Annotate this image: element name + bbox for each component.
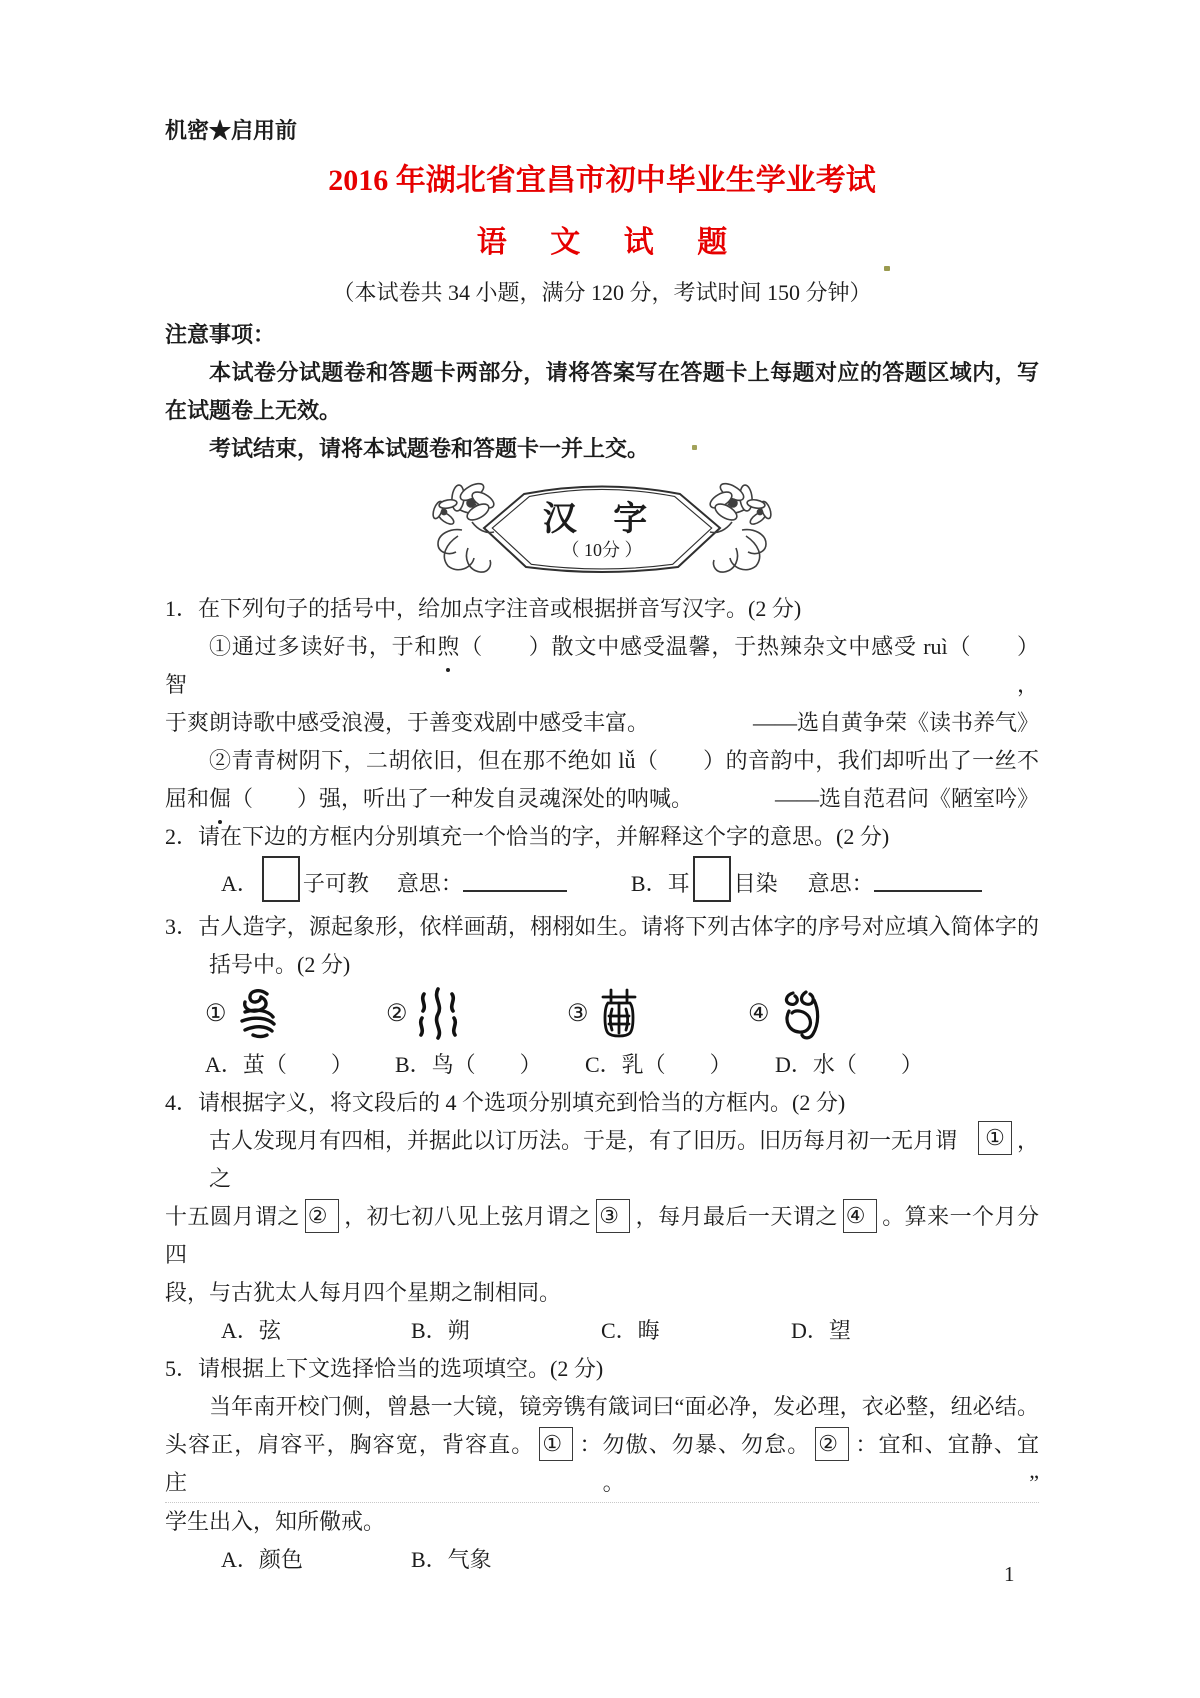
banner-score: （ 10分 ） (561, 540, 643, 560)
q4-fill-box-4[interactable]: ④ (843, 1199, 877, 1233)
q3-option-d: D．水（ ） (775, 1052, 923, 1077)
notice-line-2: 在试题卷上无效。 (165, 398, 342, 423)
seal-script-water-glyph (414, 986, 462, 1040)
q4-stem: 4．请根据字义，将文段后的 4 个选项分别填充到恰当的方框内。(2 分) (165, 1090, 846, 1115)
section-banner (165, 478, 1039, 582)
q1-sent2-line1 (165, 742, 1039, 780)
q4-text-line2-b: ，初七初八见上弦月谓之 (343, 1204, 592, 1229)
notice-line-1: 本试卷分试题卷和答题卡两部分，请将答案写在答题卡上每题对应的答题区域内，写 (209, 360, 1039, 385)
q4-line1-comma: ， (1016, 1128, 1039, 1153)
classification-label: 机密★启用前 (165, 118, 298, 143)
q3-option-b: B．鸟（ ） (395, 1052, 542, 1077)
q1-sent1-text-a: ①通过多读好书，于和 (209, 634, 438, 659)
q4-fill-box-2[interactable]: ② (305, 1199, 339, 1233)
q1-sent1-text-b: （ ）散文中感受温馨，于热辣杂文中感受 ruì（ ）智， (165, 634, 1039, 697)
q2-answer-blank-b[interactable] (874, 872, 982, 892)
q2-stem: 2．请在下边的方框内分别填充一个恰当的字，并解释这个字的意思。(2 分) (165, 824, 890, 849)
q2-fill-box-b[interactable] (693, 856, 731, 902)
q3-stem-line2: 括号中。(2 分) (209, 952, 351, 977)
seal-script-milk-glyph (776, 986, 824, 1040)
q5-option-a: A．颜色 (221, 1547, 303, 1572)
q1-sent1-text-c: 于爽朗诗歌中感受浪漫，于善变戏剧中感受丰富。 (165, 710, 650, 735)
q1-source-2: ——选自范君问《陋室吟》 (774, 786, 1039, 811)
q3-stem-line1: 3．古人造字，源起象形，依样画葫，栩栩如生。请将下列古体字的序号对应填入简体字的 (165, 914, 1039, 939)
q2-answer-blank-a[interactable] (463, 872, 567, 892)
q1-sent2-text-a: ②青青树阴下，二胡依旧，但在那不绝如 lǚ（ ）的音韵中，我们却听出了一丝不 (209, 748, 1039, 773)
banner-title: 汉 字 (542, 501, 662, 538)
q2-option-a-label: A． (221, 870, 259, 896)
q1-sent1-line2 (165, 704, 1039, 742)
subject-title: 语 文 试 题 (476, 226, 746, 259)
q1-source-1: ——选自黄争荣《读书养气》 (752, 710, 1039, 735)
q5-text-line2-c: ：宜和、宜静、宜庄。” (165, 1432, 1039, 1495)
q3-glyph-row (165, 984, 1039, 1042)
notice-line-3: 考试结束，请将本试题卷和答题卡一并上交。 (209, 436, 650, 461)
q2-fill-box-a[interactable] (262, 856, 300, 902)
q1-sent2-text-c: （ ）强，听出了一种发自灵魂深处的呐喊。 (231, 786, 694, 811)
q1-emphasized-char-xu: 煦 (437, 628, 459, 666)
page-title: 2016 年湖北省宜昌市初中毕业生学业考试 (328, 164, 876, 197)
q5-options-row (165, 1541, 1039, 1579)
q5-option-b: B．气象 (411, 1547, 492, 1572)
q3-options-row (165, 1046, 1039, 1084)
q3-glyph-item-4 (748, 986, 929, 1040)
q5-fill-box-1[interactable]: ① (539, 1427, 573, 1461)
q4-paragraph-line3: 段，与古犹太人每月四个星期之制相同。 (165, 1280, 562, 1305)
q3-glyph-number-4: ④ (748, 1000, 770, 1027)
q4-text-line2-c: ，每月最后一天谓之 (635, 1204, 838, 1229)
q4-option-c: C．晦 (601, 1318, 660, 1343)
q4-option-b: B．朔 (411, 1318, 470, 1343)
q4-text-line1: 古人发现月有四相，并据此以订历法。于是，有了旧历。旧历每月初一无月谓之 (209, 1128, 958, 1191)
q2-option-b-label: B．耳 (630, 870, 690, 896)
q4-option-d: D．望 (791, 1318, 851, 1343)
section-banner-art (428, 478, 776, 576)
q3-glyph-number-2: ② (386, 1000, 408, 1027)
q5-stem: 5．请根据上下文选择恰当的选项填空。(2 分) (165, 1356, 604, 1381)
q5-paragraph-line2 (165, 1426, 1039, 1503)
q1-stem: 1．在下列句子的括号中，给加点字注音或根据拼音写汉字。(2 分) (165, 596, 802, 621)
q4-options-row (165, 1312, 1039, 1350)
q3-glyph-item-2 (386, 986, 567, 1040)
q5-paragraph-line3: 学生出入，知所儆戒。 (165, 1509, 386, 1534)
q2-meaning-label-b: 意思： (807, 870, 874, 896)
q4-paragraph-line2 (165, 1198, 1039, 1274)
q5-paragraph-line1 (165, 1388, 1039, 1426)
q4-fill-box-3[interactable]: ③ (596, 1199, 630, 1233)
q5-text-line2-b: ：勿傲、勿暴、勿怠。 (578, 1432, 811, 1457)
q4-text-line2-a: 十五圆月谓之 (165, 1204, 300, 1229)
q3-option-a: A．茧（ ） (205, 1052, 353, 1077)
seal-script-bird-glyph (233, 986, 281, 1040)
q4-option-a: A．弦 (221, 1318, 281, 1343)
q2-meaning-label-a: 意思： (396, 870, 463, 896)
scan-artifact (884, 266, 890, 271)
q3-glyph-number-1: ① (205, 1000, 227, 1027)
q5-fill-box-2[interactable]: ② (815, 1427, 849, 1461)
page-number: 1 (1004, 1562, 1015, 1586)
q4-paragraph-line1 (165, 1122, 1039, 1198)
q2-answer-row (165, 856, 1039, 908)
exam-meta: （本试卷共 34 小题，满分 120 分，考试时间 150 分钟） (332, 280, 872, 305)
q2-option-b-text: 目染 (733, 870, 778, 896)
q2-option-a-text: 子可教 (302, 870, 369, 896)
q1-sent2-line2 (165, 780, 1039, 818)
scan-artifact (692, 445, 697, 450)
q5-text-line2-a: 头容正，肩容平，胸容宽，背容直。 (165, 1432, 535, 1457)
page-content (165, 116, 1039, 1579)
q1-emphasized-char-jue: 倔 (209, 780, 231, 818)
q3-glyph-item-1 (205, 986, 386, 1040)
q3-option-c: C．乳（ ） (585, 1052, 732, 1077)
notice-heading: 注意事项： (165, 322, 276, 347)
q4-text-line2-d: 。算来一个月分四 (165, 1204, 1039, 1267)
seal-script-cocoon-glyph (595, 986, 643, 1040)
q1-sent2-text-b: 屈和 (165, 786, 210, 811)
q3-glyph-number-3: ③ (567, 1000, 589, 1027)
q1-sent1-line1 (165, 628, 1039, 704)
q4-fill-box-1[interactable]: ① (978, 1121, 1012, 1155)
q5-text-line1: 当年南开校门侧，曾悬一大镜，镜旁镌有箴词曰“面必净，发必理，衣必整，纽必结。 (209, 1394, 1039, 1419)
q3-glyph-item-3 (567, 986, 748, 1040)
